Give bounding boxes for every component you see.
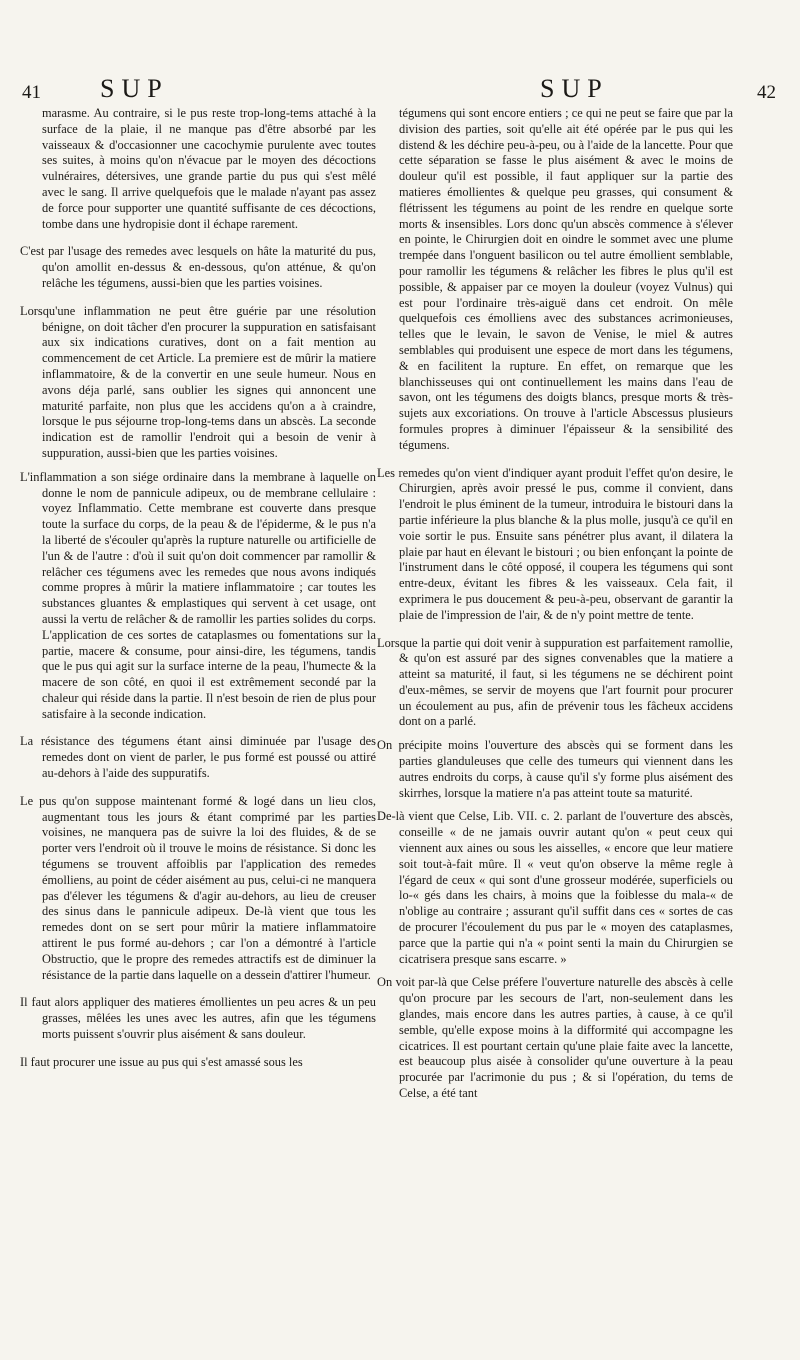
running-head-left: SUP	[100, 74, 169, 103]
paragraph: L'inflammation a son siége ordinaire dans la membrane à laquelle on donne le nom de pannicule adipeux, ou de membrane cellulaire : voyez Inflammatio. Cette membrane est couverte dans presque toute la surface du corps, de la peau & de l'épiderme, & le pus n'a la liberté de s'écouler qu'après la rupture naturelle ou artificielle de l'un & de l'autre : d'où il suit qu'on doit commencer par ramollir & relâcher ces tégumens avec les remedes que nous avons indiqués comme propres à mûrir la matiere inflammatoire ; car toutes les substances gluantes & emplastiques qui servent à cet usage, ont aussi la vertu de relâcher & de ramollir les parties solides du corps. L'application de ces sortes de cataplasmes ou fomentations sur la partie, macere & consume, pour ainsi-dire, les tégumens, tandis que le pus qui agit sur la surface interne de la peau, l'humecte & la macere de son côté, en quoi il est extrêmement secondé par la chaleur qui réside dans la partie. Il n'est besoin de rien de plus pour satisfaire à la seconde indication.	[20, 469, 376, 721]
paragraph: De-là vient que Celse, Lib. VII. c. 2. parlant de l'ouverture des abscès, conseille « de ne jamais ouvrir autant qu'on « peut ceux qui viennent aux aines ou sous les aisselles, « encore que leur matiere soit tout-à-fait mûre. Il « veut qu'on observe la même regle à l'égard de ceux « qui sont d'une grosseur modérée, superficiels ou lo-« gés dans les chairs, à moins que la foiblesse du mala-« de n'oblige au contraire ; assurant qu'il suffit dans ces « sortes de cas de procurer l'écoulement du pus par le « moyen des cataplasmes, parce que la partie qui n'a « point senti la main du Chirurgien se cicatrisera presque sans escarre. »	[377, 809, 733, 966]
paragraph: On précipite moins l'ouverture des abscès qui se forment dans les parties glanduleuses que celle des tumeurs qui viennent dans les autres endroits du corps, à cause qu'il s'y forme plus aisément des skirrhes, lorsque la matiere n'a pas atteint toute sa maturité.	[377, 738, 733, 800]
paragraph: Les remedes qu'on vient d'indiquer ayant produit l'effet qu'on desire, le Chirurgien, après avoir pressé le pus, comme il convient, dans l'endroit le plus éminent de la tumeur, introduira le bistouri dans la partie inférieure la plus blanche & la plus molle, jusqu'à ce qu'il en voie sortir le pus. Ensuite sans pénétrer plus avant, il dilatera la plaie par haut en élevant le bistouri ; ou bien enfonçant la pointe de l'instrument dans le côté opposé, il coupera les tégumens qui sont entre-deux, évitant les fibres & les vaisseaux. Cela fait, il exprimera le pus doucement & peu-à-peu, observant de garantir la plaie de l'impression de l'air, & de n'y point mettre de tente.	[377, 465, 733, 622]
paragraph: marasme. Au contraire, si le pus reste trop-long-tems attaché à la surface de la plaie, il ne manque pas d'être absorbé par les vaisseaux & d'occasionner une cacochymie purulente avec toutes ses suites, à moins qu'on n'évacue par le moyen des décoctions vulnéraires, détersives, une grande partie du pus qui s'est mêlé avec le sang. Il arrive quelquefois que le malade n'ayant pas assez de force pour supporter une quantité suffisante de ces décoctions, tombe dans une hydropisie dont il échape rarement.	[42, 106, 376, 231]
paragraph: Lorsqu'une inflammation ne peut être guérie par une résolution bénigne, on doit tâcher d'en procurer la suppuration en satisfaisant aux six indications curatives, dont on a fait mention au commencement de cet Article. La premiere est de mûrir la matiere inflammatoire, & de la convertir en une seule humeur. Nous en avons déja parlé, sans oublier les signes qui annoncent une maturité parfaite, non plus que les accidens qu'on a à craindre, lorsque le pus séjourne trop-long-tems dans un abscès. La seconde indication est de ramollir l'endroit qui a besoin de venir à suppuration, aussi-bien que les parties voisines.	[20, 303, 376, 460]
right-column	[377, 106, 733, 1256]
paragraph: On voit par-là que Celse préfere l'ouverture naturelle des abscès à celle qu'on procure par les secours de l'art, non-seulement dans les glandes, mais encore dans les autres parties, à cause, à ce qu'il semble, qu'elle expose moins à la difformité qui accompagne les cicatrices. Il est pourtant certain qu'une plaie faite avec la lancette, est beaucoup plus aisée à consolider qu'une ouverture à la peau procurée par l'acrimonie du pus ; & si l'opération, du tems de Celse, a été tant	[377, 975, 733, 1101]
running-head-right: SUP	[540, 74, 609, 103]
paragraph: Lorsque la partie qui doit venir à suppuration est parfaitement ramollie, & qu'on est assuré par des signes convenables que la matiere a atteint sa maturité, il faut, si les tégumens ne se déchirent point d'eux-mêmes, se servir de moyens que l'art fournit pour procurer un écoulement au pus, afin de prévenir tous les fâcheux accidens dont on a parlé.	[377, 635, 733, 729]
page-number-right: 42	[757, 82, 776, 103]
left-column	[20, 106, 376, 1256]
paragraph: Il faut alors appliquer des matieres émollientes un peu acres & un peu grasses, mêlées les unes avec les autres, afin que les tégumens morts puissent s'ouvrir plus aisément & sans douleur.	[20, 995, 376, 1042]
paragraph: Il faut procurer une issue au pus qui s'est amassé sous les	[20, 1054, 303, 1069]
paragraph: Le pus qu'on suppose maintenant formé & logé dans un lieu clos, augmentant tous les jours & étant comprimé par les parties voisines, ne manquera pas de suivre la loi des fluides, & de se porter vers l'endroit où il trouve le moins de résistance. Si donc les tégumens se trouvent affoiblis par l'application des remedes émolliens, au point de céder aisément au pus, celui-ci ne manquera pas d'élever les tégumens & d'agir au-dehors, au lieu de creuser des sinus dans le pannicule adipeux. De-là vient que tous les remedes dont on se sert pour mûrir la matiere inflammatoire attirent le pus formé au-dehors ; car l'on a démontré à l'article Obstructio, que le propre des remedes attractifs est de diminuer la résistance de la partie dans laquelle on a dessein d'attirer l'humeur.	[20, 793, 376, 982]
paragraph: La résistance des tégumens étant ainsi diminuée par l'usage des remedes dont on vient de parler, le pus formé est poussé ou attiré au-dehors à l'aide des suppuratifs.	[20, 734, 376, 781]
paragraph: tégumens qui sont encore entiers ; ce qui ne peut se faire que par la division des parties, soit qu'elle ait été opérée par le pus qui les distend & les déchire peu-à-peu, ou à l'aide de la lancette. Pour que cette séparation se fasse le plus aisément & avec le moins de douleur qu'il est possible, il faut appliquer sur la partie des matieres émollientes & quelque peu grasses, qui consument & flétrissent les tégumens au point de les rendre en quelque sorte morts & insensibles. Lors donc qu'un abscès commence à s'élever en pointe, le Chirurgien doit en oindre le sommet avec une plume trempée dans l'onguent basilicon ou tel autre émollient semblable, pour ramollir les tégumens & relâcher les fibres le plus qu'il est possible, & appaiser par ce moyen la douleur (voyez Vulnus) qui est pour l'ordinaire très-aiguë dans cet endroit. On mêle quelquefois ces émolliens avec des substances acrimonieuses, telles que le levain, le savon de Venise, le miel & autres semblables qui produisent une espece de mort dans les tégumens, & en facilitent la rupture. En effet, on remarque que les blanchisseuses qui ont continuellement les mains dans l'eau de savon, ont les tégumens des doigts blancs, presque morts & très-sujets aux excoriations. On trouve à l'article Abscessus plusieurs formules propres à diminuer l'épaisseur & la sensibilité des tégumens.	[399, 106, 733, 452]
page-header	[0, 74, 800, 108]
paragraph: C'est par l'usage des remedes avec lesquels on hâte la maturité du pus, qu'on amollit en-dessus & en-dessous, qu'on atténue, & qu'on relâche les tégumens, aussi-bien que les parties voisines.	[20, 244, 376, 290]
page-number-left: 41	[22, 82, 41, 103]
